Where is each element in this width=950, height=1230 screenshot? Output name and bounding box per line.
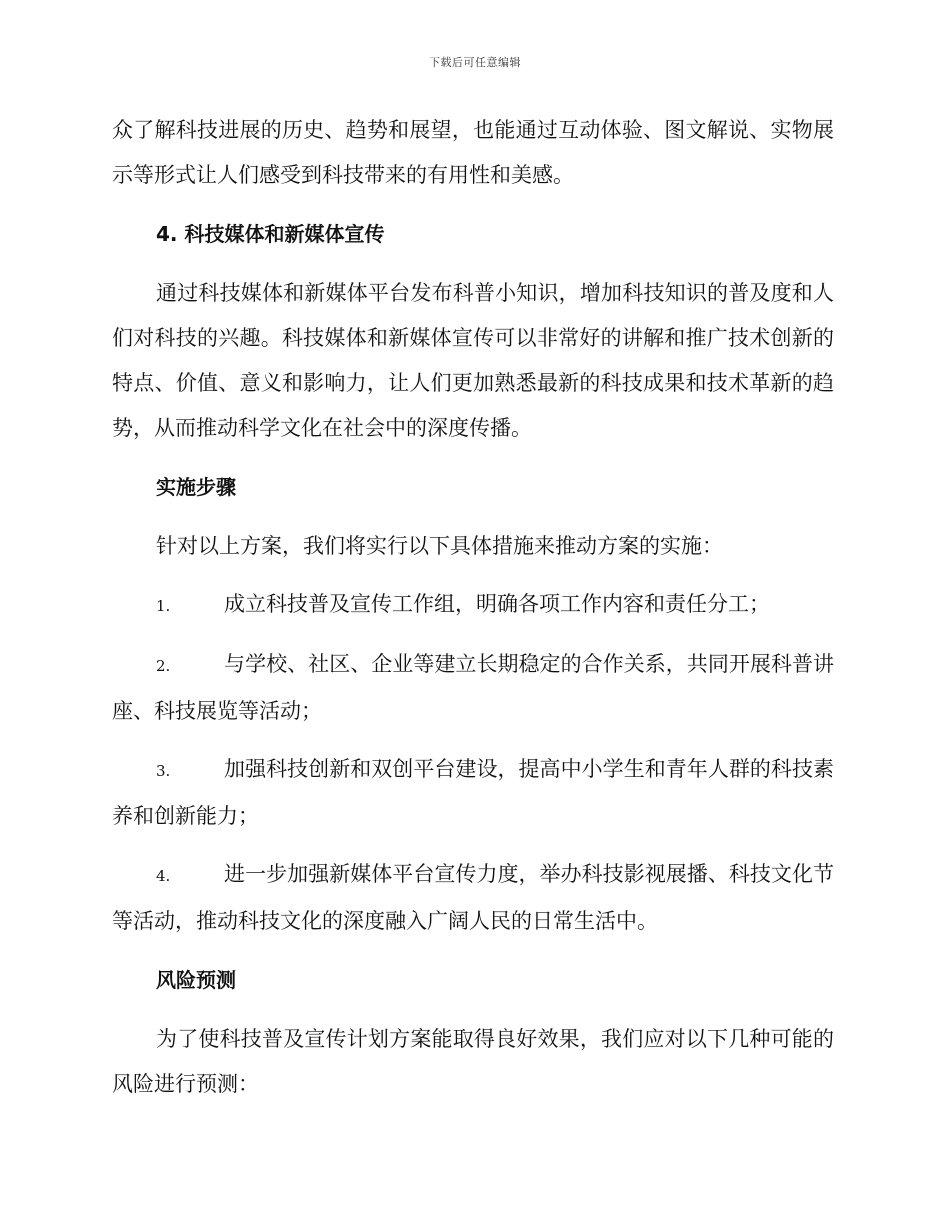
paragraph-media: 通过科技媒体和新媒体平台发布科普小知识，增加科技知识的普及度和人们对科技的兴趣。科技媒体和新媒体宣传可以非常好的讲解和推广技术创新的特点、价值、意义和影响力，让人们更加熟悉最新的科技成果和技术革新的趋势，从而推动科学文化在社会中的深度传播。 <box>112 281 834 440</box>
paragraph-risk: 为了使科技普及宣传计划方案能取得良好效果，我们应对以下几种可能的风险进行预测： <box>112 1027 834 1096</box>
paragraph-continued: 众了解科技进展的历史、趋势和展望，也能通过互动体验、图文解说、实物展示等形式让人们感受到科技带来的有用性和美感。 <box>112 118 834 187</box>
list-item <box>112 747 834 839</box>
list-item <box>112 582 834 629</box>
section-heading-media: 4. 科技媒体和新媒体宣传 <box>156 222 385 246</box>
paragraph-steps-intro: 针对以上方案，我们将实行以下具体措施来推动方案的实施： <box>156 534 723 558</box>
page-content <box>112 108 834 1107</box>
section-heading-risk: 风险预测 <box>156 968 236 992</box>
list-item-text: 成立科技普及宣传工作组，明确各项工作内容和责任分工； <box>224 592 770 616</box>
list-item <box>112 852 834 944</box>
list-item-number: 1. <box>156 597 171 615</box>
list-item <box>112 642 834 734</box>
list-item-text: 与学校、社区、企业等建立长期稳定的合作关系，共同开展科普讲座、科技展览等活动； <box>112 652 834 723</box>
list-item-text: 进一步加强新媒体平台宣传力度，举办科技影视展播、科技文化节等活动，推动科技文化的深度融入广阔人民的日常生活中。 <box>112 862 834 933</box>
page-header: 下载后可任意编辑 <box>429 56 521 69</box>
list-item-text: 加强科技创新和双创平台建设，提高中小学生和青年人群的科技素养和创新能力； <box>112 757 834 828</box>
list-item-number: 3. <box>156 762 171 780</box>
section-heading-steps: 实施步骤 <box>156 475 236 499</box>
list-item-number: 4. <box>156 867 171 885</box>
list-item-number: 2. <box>156 657 171 675</box>
